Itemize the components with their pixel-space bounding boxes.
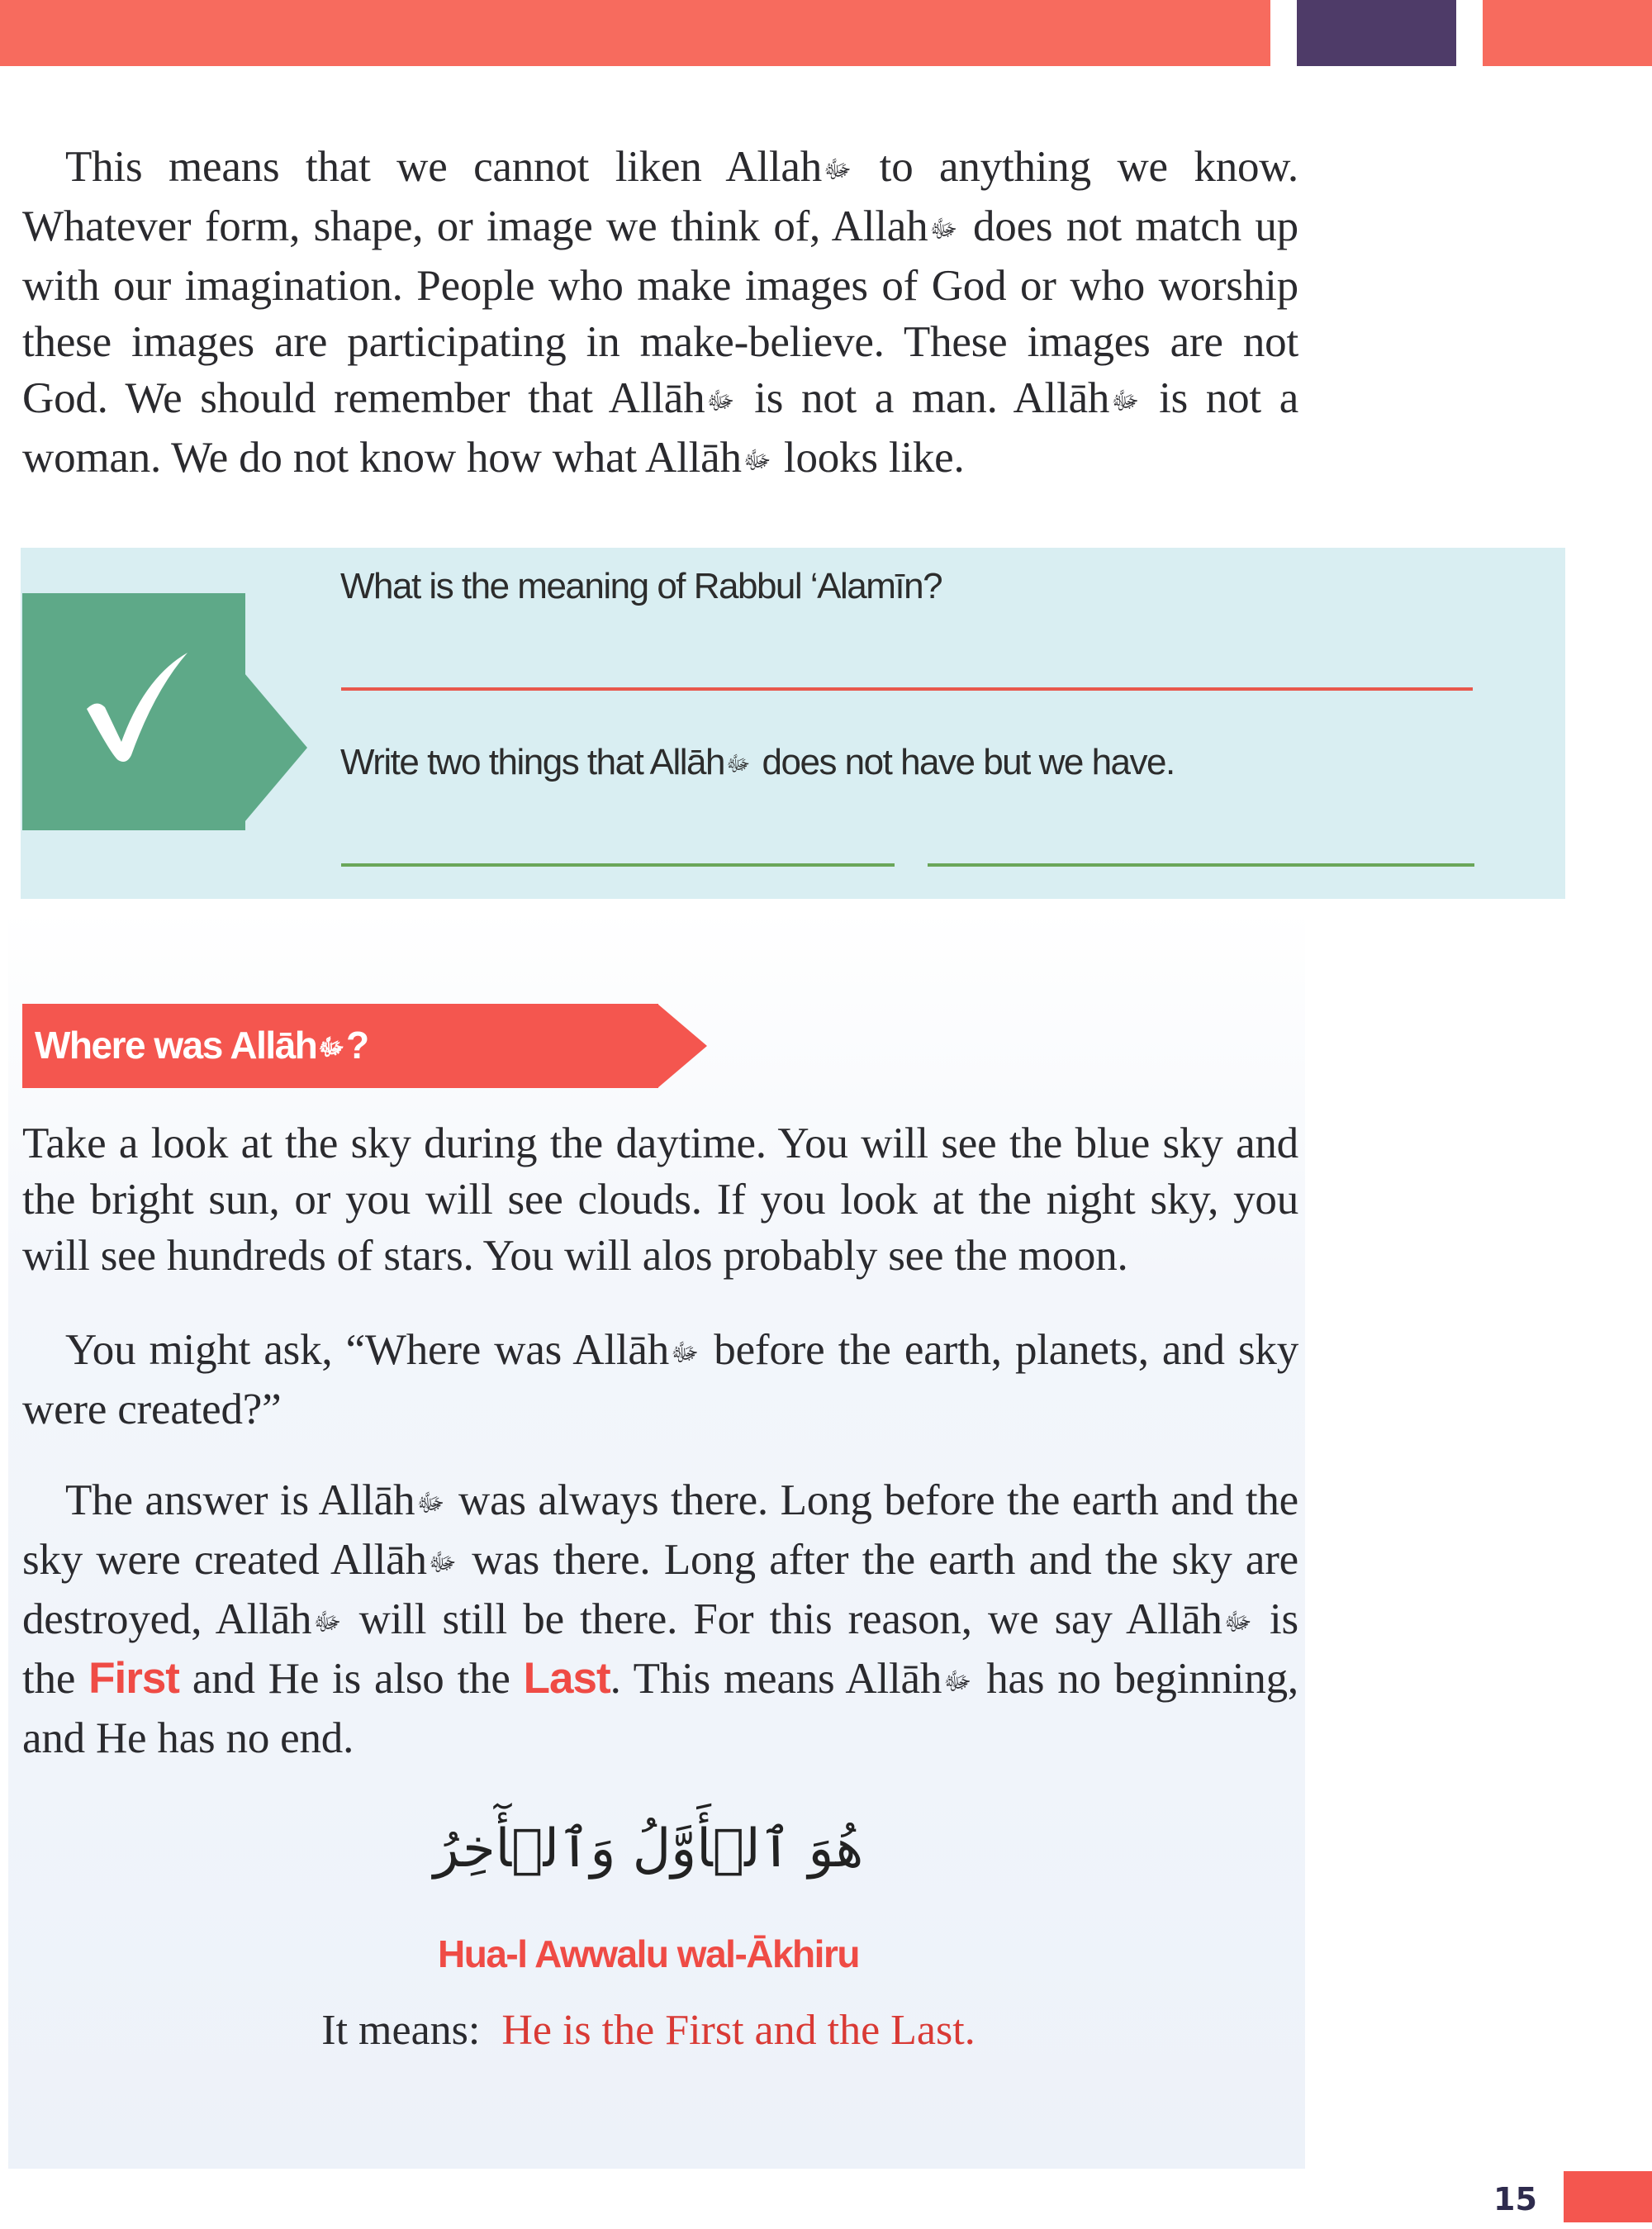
honorific-icon: ﷻ: [318, 1034, 344, 1060]
meaning-text: He is the First and the Last.: [501, 2007, 976, 2054]
verse-transliteration: Hua-l Awwalu wal-Ākhiru: [438, 1932, 859, 1975]
section-banner-tip: [657, 1004, 707, 1088]
header-bar-right: [1483, 0, 1652, 66]
section-title: [35, 1016, 369, 1076]
checkmark-icon: [78, 644, 194, 768]
text: to anything we know. Whatever form, shape, or image we think of, Allah: [22, 143, 1298, 250]
verse-meaning: [0, 2006, 1297, 2055]
activity-badge-arrow: [244, 673, 307, 822]
highlight-first: First: [88, 1654, 179, 1703]
honorific-icon: ﷻ: [725, 751, 751, 776]
body-paragraph-1: [22, 1115, 1298, 1284]
text: does not have but we have.: [752, 742, 1175, 782]
text: and He is also the: [178, 1655, 524, 1703]
text: was always there. Long before the earth and the sky were created Allāh: [22, 1476, 1299, 1584]
text: has no beginning, and He has no end.: [22, 1655, 1298, 1762]
honorific-icon: ﷻ: [313, 1609, 342, 1636]
text: is not a man. Allāh: [736, 374, 1110, 422]
text: . This means Allāh: [610, 1655, 942, 1703]
page-tab: [1564, 2171, 1652, 2222]
honorific-icon: ﷻ: [428, 1549, 457, 1576]
meaning-label: It means:: [321, 2007, 481, 2054]
text: ?: [345, 1024, 370, 1067]
body-paragraph-3: [22, 1472, 1298, 1766]
honorific-icon: ﷻ: [743, 447, 771, 474]
answer-line-2b[interactable]: [928, 863, 1474, 867]
intro-paragraph: [22, 139, 1298, 489]
header-bar-left: [0, 0, 1270, 66]
honorific-icon: ﷻ: [706, 387, 735, 415]
answer-line-2a[interactable]: [341, 863, 895, 867]
text: Write two things that Allāh: [340, 742, 724, 782]
header-bar-accent: [1297, 0, 1456, 66]
answer-line-1[interactable]: [341, 687, 1473, 691]
text: This means that we cannot liken Allah: [65, 143, 823, 191]
honorific-icon: ﷻ: [416, 1490, 445, 1517]
text: will still be there. For this reason, we say Allāh: [343, 1595, 1222, 1643]
highlight-last: Last: [523, 1654, 610, 1703]
honorific-icon: ﷻ: [1111, 387, 1140, 415]
honorific-icon: ﷻ: [943, 1668, 972, 1695]
text: looks like.: [772, 434, 965, 482]
honorific-icon: ﷻ: [1223, 1609, 1252, 1636]
text: before the earth, planets, and sky were created?”: [22, 1326, 1298, 1433]
verse-arabic: هُوَ ٱلۡأَوَّلُ وَٱلۡأٓخِرُ: [433, 1818, 864, 1880]
text: is the: [22, 1595, 1298, 1703]
text: was there. Long after the earth and the sky are destroyed, Allāh: [22, 1536, 1298, 1643]
honorific-icon: ﷻ: [824, 156, 852, 183]
text: does not match up with our imagination. People who make images of God or who worship these images are participating in make-believe. These images are not God. We should remember that Allāh: [22, 202, 1298, 422]
text: is not a woman. We do not know how what Allāh: [22, 374, 1299, 482]
activity-question-1: What is the meaning of Rabbul ‘Alamīn?: [340, 566, 942, 606]
text: The answer is Allāh: [65, 1476, 415, 1524]
text: Take a look at the sky during the daytime. You will see the blue sky and the bright sun, or you will see clouds. If you look at the night sky, you will see hundreds of stars. You will alos probably see the moon.: [22, 1119, 1298, 1280]
text: You might ask, “Where was Allāh: [65, 1326, 670, 1374]
activity-question-2: [340, 742, 1175, 783]
honorific-icon: ﷻ: [929, 216, 958, 243]
text: Where was Allāh: [35, 1024, 317, 1067]
body-paragraph-2: [22, 1322, 1298, 1438]
page-number: 15: [1493, 2181, 1537, 2217]
honorific-icon: ﷻ: [671, 1339, 699, 1366]
